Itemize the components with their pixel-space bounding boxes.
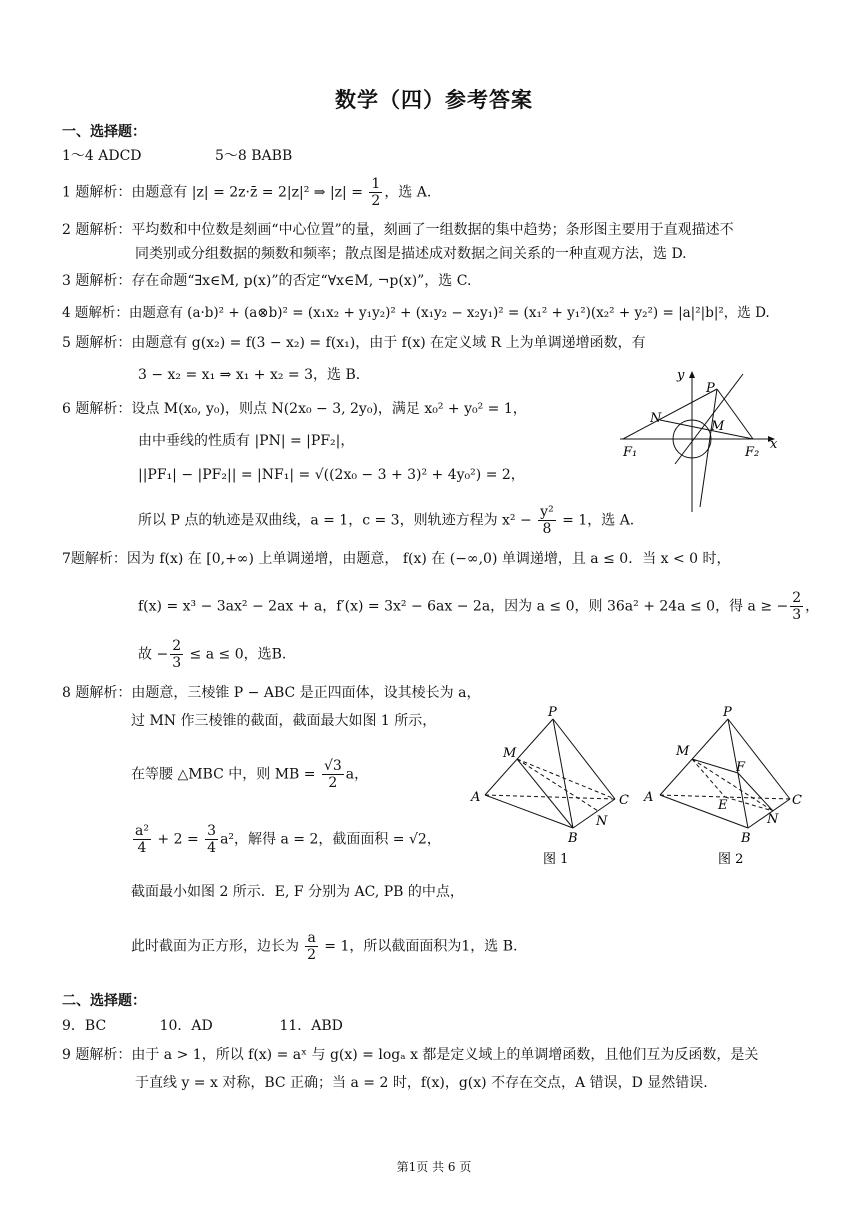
answers-9-11: 9．BC 10．AD 11．ABD bbox=[62, 1018, 343, 1034]
q9-line-2: 于直线 y = x 对称，BC 正确；当 a = 2 时，f(x)，g(x) 不存在交点，A 错误，D 显然错误. bbox=[135, 1075, 708, 1091]
answers-1-4: 1～4 ADCD bbox=[62, 148, 142, 164]
line-f1-p bbox=[623, 389, 717, 439]
svg-text:M: M bbox=[503, 746, 517, 761]
q6-line-4: 所以 P 点的轨迹是双曲线，a = 1，c = 3，则轨迹方程为 x² − $\frac{\text{y²}}{8}$ = 1，选 A. bbox=[138, 504, 635, 537]
y-axis-arrow bbox=[689, 371, 695, 378]
svg-text:A: A bbox=[644, 790, 654, 805]
q8-line-1: 8 题解析：由题意，三棱锥 P − ABC 是正四面体，设其棱长为 a， bbox=[62, 685, 481, 701]
svg-text:F: F bbox=[736, 760, 746, 775]
q8-line-6: 此时截面为正方形，边长为 $\frac{a}{2}$ = 1，所以截面面积为1，选 B. bbox=[131, 930, 518, 963]
q4-explanation: 4 题解析：由题意有 (a·b)² + (a⊗b)² = (x₁x₂ + y₁y₂)² + (x₁y₂ − x₂y₁)² = (x₁² + y₁²)(x₂² + y₂²) = |a|²|b|²，选 D. bbox=[62, 305, 770, 321]
section-me bbox=[692, 759, 725, 797]
q8-line-5: 截面最小如图 2 所示．E, F 分别为 AC, PB 的中点， bbox=[131, 884, 464, 900]
svg-text:N: N bbox=[767, 812, 779, 827]
section-mn bbox=[517, 759, 598, 811]
edge-pc bbox=[553, 719, 615, 799]
edge-pa bbox=[485, 719, 553, 795]
label-y: y bbox=[677, 368, 685, 383]
label-m: M bbox=[711, 419, 725, 434]
page-footer: 第1页 共 6 页 bbox=[396, 1160, 472, 1174]
figure-2-caption: 图 2 bbox=[718, 852, 744, 867]
section-heading-2: 二、选择题： bbox=[62, 993, 146, 1009]
label-p: P bbox=[706, 381, 715, 396]
svg-text:P: P bbox=[723, 705, 732, 720]
tetrahedron-figure-1 bbox=[465, 705, 640, 867]
section-en bbox=[725, 797, 773, 811]
tetrahedron-figure-2 bbox=[640, 705, 815, 867]
q7-line-2: f(x) = x³ − 3ax² − 2ax + a，f′(x) = 3x² − 6ax − 2a，因为 a ≤ 0，则 36a² + 24a ≤ 0，得 a ≥ − $\frac{2}{3}$ ， bbox=[138, 590, 820, 623]
q8-line-3: 在等腰 △MBC 中，则 MB = $\frac{√3}{2}$ a， bbox=[131, 758, 369, 791]
label-x: x bbox=[770, 437, 778, 452]
section-fn bbox=[738, 773, 773, 811]
q1-fraction: $\frac{1}{2}$ bbox=[371, 176, 381, 209]
q1-explanation: 1 题解析：由题意有 |z| = 2z·z̄ = 2|z|² ⇒ |z| = $\frac{1}{2}$ ，选 A. bbox=[62, 176, 432, 209]
svg-text:B: B bbox=[741, 831, 751, 846]
section-mf bbox=[692, 759, 738, 773]
q5-line-1: 5 题解析：由题意有 g(x₂) = f(3 − x₂) = f(x₁)，由于 f(x) 在定义域 R 上为单调递增函数，有 bbox=[62, 335, 646, 351]
svg-text:C: C bbox=[792, 793, 802, 808]
answers-5-8: 5～8 BABB bbox=[215, 148, 293, 164]
q3-explanation: 3 题解析：存在命题“∃x∈M, p(x)”的否定“∀x∈M, ¬p(x)”，选 C. bbox=[62, 273, 472, 289]
page-title: 数学（四）参考答案 bbox=[335, 88, 533, 112]
section-mc bbox=[517, 759, 615, 799]
q5-line-2: 3 − x₂ = x₁ ⇒ x₁ + x₂ = 3，选 B. bbox=[138, 367, 361, 383]
svg-text:C: C bbox=[619, 793, 629, 808]
q6-line-3: ||PF₁| − |PF₂|| = |NF₁| = √((2x₀ − 3 + 3)² + 4y₀²) = 2， bbox=[138, 467, 525, 483]
q2-line-1: 2 题解析：平均数和中位数是刻画“中心位置”的量，刻画了一组数据的集中趋势；条形图主要用于直观描述不 bbox=[62, 222, 734, 238]
edge-pb bbox=[553, 719, 573, 828]
q8-line-4: $\frac{\text{a²}}{4}$ + 2 = $\frac{3}{4}$ a²，解得 a = 2，截面面积 = √2， bbox=[135, 823, 441, 856]
tangent-line bbox=[700, 389, 717, 507]
svg-text:N: N bbox=[596, 814, 608, 829]
q6-line-2: 由中垂线的性质有 |PN| = |PF₂|， bbox=[138, 433, 355, 449]
svg-text:E: E bbox=[718, 798, 728, 813]
q6-line-1: 6 题解析：设点 M(x₀, y₀)，则点 N(2x₀ − 3, 2y₀)，满足 x₀² + y₀² = 1， bbox=[62, 401, 527, 417]
svg-text:B: B bbox=[568, 831, 578, 846]
q7-line-3: 故 − $\frac{2}{3}$ ≤ a ≤ 0，选B. bbox=[138, 638, 287, 671]
svg-text:M: M bbox=[676, 744, 690, 759]
q9-line-1: 9 题解析：由于 a > 1，所以 f(x) = aˣ 与 g(x) = logₐ x 都是定义域上的单调增函数，且他们互为反函数，是关 bbox=[62, 1047, 759, 1063]
label-f1: F₁ bbox=[623, 445, 638, 460]
figure-1-caption: 图 1 bbox=[543, 852, 569, 867]
label-f2: F₂ bbox=[745, 445, 760, 460]
label-n: N bbox=[650, 411, 662, 426]
edge-ac bbox=[485, 795, 615, 799]
section-heading-1: 一、选择题： bbox=[62, 124, 146, 140]
hyperbola-figure bbox=[615, 362, 785, 517]
svg-text:A: A bbox=[471, 790, 481, 805]
q2-line-2: 同类别或分组数据的频数和频率；散点图是描述成对数据之间关系的一种直观方法，选 D. bbox=[135, 246, 687, 262]
q7-line-1: 7题解析：因为 f(x) 在 [0,+∞) 上单调递增，由题意， f(x) 在 (−∞,0) 单调递增，且 a ≤ 0．当 x < 0 时， bbox=[62, 551, 731, 567]
q8-line-2: 过 MN 作三棱锥的截面，截面最大如图 1 所示， bbox=[131, 713, 437, 729]
edge-bc bbox=[573, 799, 615, 828]
svg-text:P: P bbox=[548, 705, 557, 720]
